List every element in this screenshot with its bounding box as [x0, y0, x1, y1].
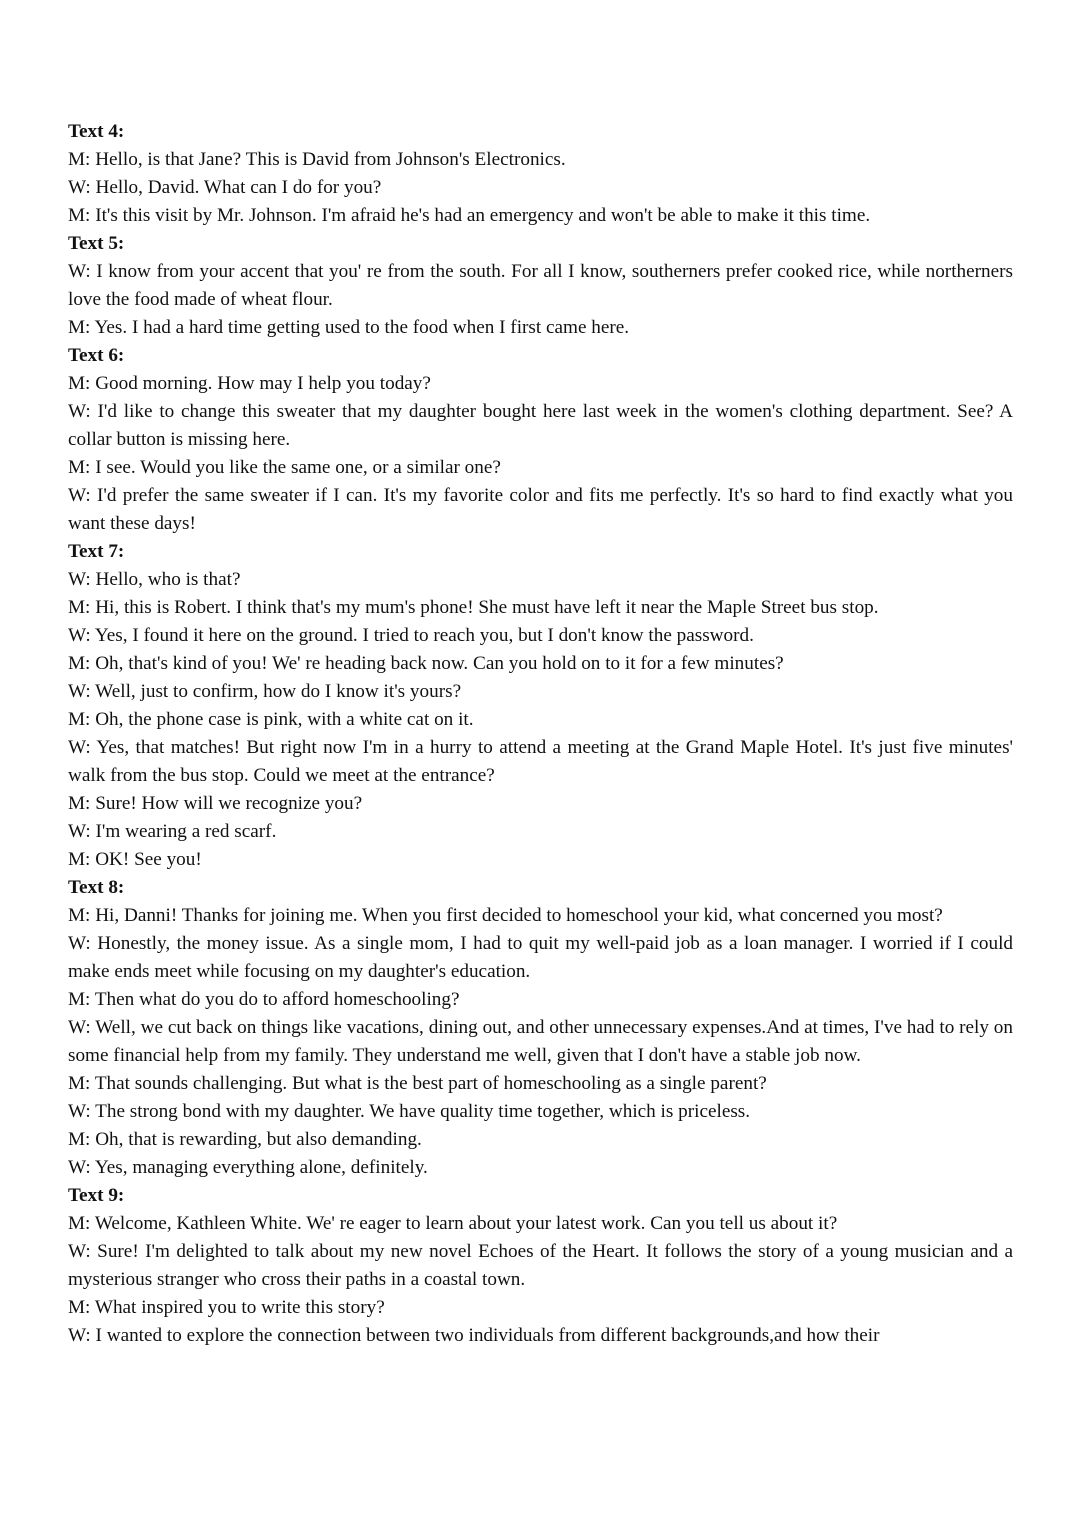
section-text-7 — [68, 538, 1013, 874]
dialogue-line: W: Sure! I'm delighted to talk about my new novel Echoes of the Heart. It follows the story of a young musician and a mysterious stranger who cross their paths in a coastal town. — [68, 1241, 1013, 1290]
dialogue-line: M: Hi, this is Robert. I think that's my mum's phone! She must have left it near the Maple Street bus stop. — [68, 597, 879, 618]
dialogue-line: W: I'd like to change this sweater that my daughter bought here last week in the women's clothing department. See? A collar button is missing here. — [68, 401, 1013, 450]
dialogue-line: W: I'm wearing a red scarf. — [68, 821, 277, 842]
section-title: Text 6: — [68, 345, 125, 366]
transcript-page — [68, 118, 1013, 1350]
section-text-6 — [68, 342, 1013, 538]
dialogue-line: W: Yes, I found it here on the ground. I tried to reach you, but I don't know the password. — [68, 625, 754, 646]
dialogue-line: W: I know from your accent that you' re from the south. For all I know, southerners prefer cooked rice, while northerners love the food made of wheat flour. — [68, 261, 1013, 310]
section-title: Text 4: — [68, 121, 125, 142]
dialogue-line: M: Yes. I had a hard time getting used to the food when I first came here. — [68, 317, 630, 338]
dialogue-line: W: I wanted to explore the connection between two individuals from different backgrounds,and how their — [68, 1325, 880, 1346]
dialogue-line: W: Well, just to confirm, how do I know it's yours? — [68, 681, 462, 702]
dialogue-line: M: That sounds challenging. But what is the best part of homeschooling as a single parent? — [68, 1073, 767, 1094]
dialogue-line: W: Honestly, the money issue. As a single mom, I had to quit my well-paid job as a loan manager. I worried if I could make ends meet while focusing on my daughter's education. — [68, 933, 1013, 982]
dialogue-line: M: Oh, that is rewarding, but also demanding. — [68, 1129, 422, 1150]
section-title: Text 7: — [68, 541, 125, 562]
dialogue-line: M: What inspired you to write this story? — [68, 1297, 385, 1318]
section-title: Text 5: — [68, 233, 125, 254]
dialogue-line: M: Hi, Danni! Thanks for joining me. When you first decided to homeschool your kid, what concerned you most? — [68, 905, 943, 926]
dialogue-line: M: I see. Would you like the same one, or a similar one? — [68, 457, 501, 478]
dialogue-line: W: Well, we cut back on things like vacations, dining out, and other unnecessary expenses.And at times, I've had to rely on some financial help from my family. They understand me well, given that I don't have a stable job now. — [68, 1017, 1013, 1066]
section-text-8 — [68, 874, 1013, 1182]
dialogue-line: W: Hello, David. What can I do for you? — [68, 177, 382, 198]
dialogue-line: M: It's this visit by Mr. Johnson. I'm afraid he's had an emergency and won't be able to make it this time. — [68, 205, 871, 226]
dialogue-line: M: Welcome, Kathleen White. We' re eager to learn about your latest work. Can you tell us about it? — [68, 1213, 838, 1234]
dialogue-line: M: Then what do you do to afford homeschooling? — [68, 989, 460, 1010]
dialogue-line: M: Sure! How will we recognize you? — [68, 793, 363, 814]
dialogue-line: W: Yes, that matches! But right now I'm in a hurry to attend a meeting at the Grand Maple Hotel. It's just five minutes' walk from the bus stop. Could we meet at the entrance? — [68, 737, 1013, 786]
dialogue-line: W: I'd prefer the same sweater if I can. It's my favorite color and fits me perfectly. It's so hard to find exactly what you want these days! — [68, 485, 1013, 534]
section-text-9 — [68, 1182, 1013, 1350]
dialogue-line: W: Hello, who is that? — [68, 569, 241, 590]
dialogue-line: M: Oh, that's kind of you! We' re heading back now. Can you hold on to it for a few minutes? — [68, 653, 784, 674]
dialogue-line: M: Good morning. How may I help you today? — [68, 373, 431, 394]
section-title: Text 9: — [68, 1185, 125, 1206]
dialogue-line: W: The strong bond with my daughter. We have quality time together, which is priceless. — [68, 1101, 751, 1122]
section-text-5 — [68, 230, 1013, 342]
dialogue-line: W: Yes, managing everything alone, definitely. — [68, 1157, 428, 1178]
dialogue-line: M: Oh, the phone case is pink, with a white cat on it. — [68, 709, 474, 730]
dialogue-line: M: Hello, is that Jane? This is David from Johnson's Electronics. — [68, 149, 566, 170]
section-text-4 — [68, 118, 1013, 230]
dialogue-line: M: OK! See you! — [68, 849, 202, 870]
section-title: Text 8: — [68, 877, 125, 898]
